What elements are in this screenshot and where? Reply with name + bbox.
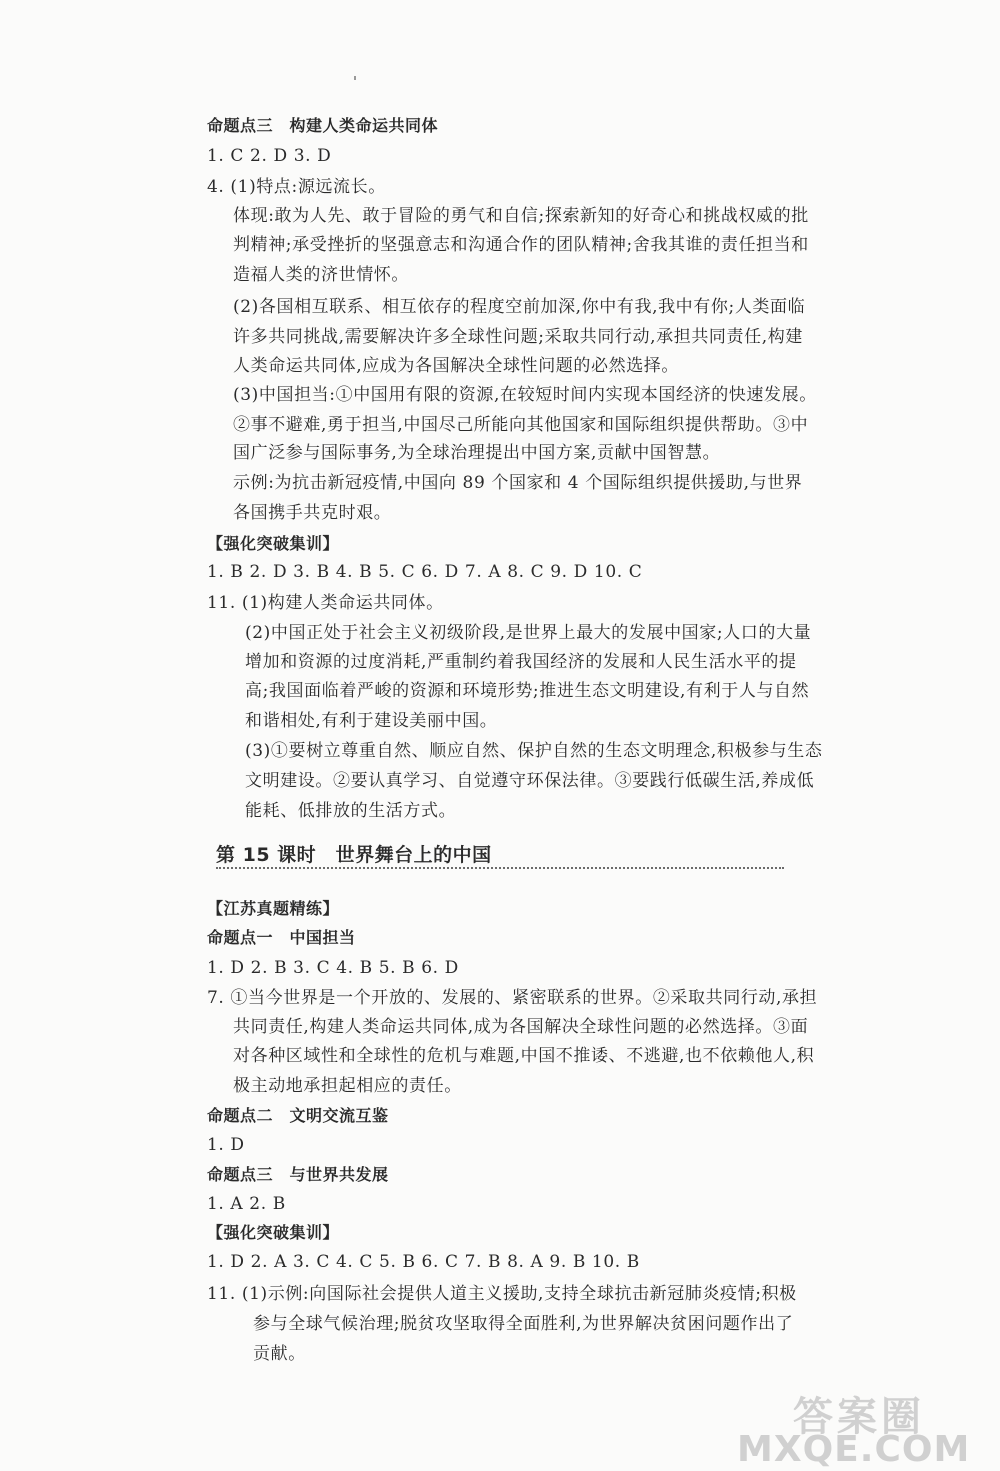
answer-line: 1. D xyxy=(207,1135,245,1155)
section-heading: 命题点二 文明交流互鉴 xyxy=(207,1106,389,1125)
answer-line: 7. ①当今世界是一个开放的、发展的、紧密联系的世界。②采取共同行动,承担 xyxy=(207,988,818,1008)
answer-line: (2)各国相互联系、相互依存的程度空前加深,你中有我,我中有你;人类面临 xyxy=(233,297,806,317)
section-heading: 命题点三 构建人类命运共同体 xyxy=(207,116,439,135)
answer-line: 11. (1)示例:向国际社会提供人道主义援助,支持全球抗击新冠肺炎疫情;积极 xyxy=(207,1284,797,1304)
answer-line: 和谐相处,有利于建设美丽中国。 xyxy=(245,711,498,731)
answer-line: 1. B 2. D 3. B 4. B 5. C 6. D 7. A 8. C 9. D 10. C xyxy=(207,562,643,582)
watermark-main-text: 答案圈 xyxy=(793,1394,925,1440)
answer-line: 造福人类的济世情怀。 xyxy=(233,265,409,285)
answer-line: 参与全球气候治理;脱贫攻坚取得全面胜利,为世界解决贫困问题作出了 xyxy=(253,1314,794,1334)
watermark-logo xyxy=(715,1385,995,1469)
lesson-title: 第 15 课时 世界舞台上的中国 xyxy=(216,844,492,866)
answer-line: 判精神;承受挫折的坚强意志和沟通合作的团队精神;舍我其谁的责任担当和 xyxy=(233,235,809,255)
answer-line: 1. A 2. B xyxy=(207,1194,286,1214)
section-heading: 命题点三 与世界共发展 xyxy=(207,1165,389,1184)
answer-line: (2)中国正处于社会主义初级阶段,是世界上最大的发展中国家;人口的大量 xyxy=(245,623,812,643)
answer-line: 体现:敢为人先、敢于冒险的勇气和自信;探索新知的好奇心和挑战权威的批 xyxy=(233,206,809,226)
section-tag: 【强化突破集训】 xyxy=(207,534,340,553)
answer-line: 11. (1)构建人类命运共同体。 xyxy=(207,593,444,613)
title-divider xyxy=(216,867,784,869)
answer-line: 文明建设。②要认真学习、自觉遵守环保法律。③要践行低碳生活,养成低 xyxy=(245,771,815,791)
watermark-url-text: MXQE.COM xyxy=(737,1429,971,1470)
answer-line: 增加和资源的过度消耗,严重制约着我国经济的发展和人民生活水平的提 xyxy=(245,652,797,672)
answer-line: 对各种区域性和全球性的危机与难题,中国不推诿、不逃避,也不依赖他人,积 xyxy=(233,1046,815,1066)
answer-line: 极主动地承担起相应的责任。 xyxy=(233,1076,462,1096)
answer-line: 贡献。 xyxy=(253,1344,306,1364)
answer-line: 1. D 2. A 3. C 4. C 5. B 6. C 7. B 8. A 9. B 10. B xyxy=(207,1252,640,1272)
answer-line: 各国携手共克时艰。 xyxy=(233,503,392,523)
answer-line: 示例:为抗击新冠疫情,中国向 89 个国家和 4 个国际组织提供援助,与世界 xyxy=(233,473,803,493)
answer-line: 4. (1)特点:源远流长。 xyxy=(207,177,386,197)
answer-line: (3)①要树立尊重自然、顺应自然、保护自然的生态文明理念,积极参与生态 xyxy=(245,741,823,761)
answer-line: 许多共同挑战,需要解决许多全球性问题;采取共同行动,承担共同责任,构建 xyxy=(233,327,803,347)
answer-line: 国广泛参与国际事务,为全球治理提出中国方案,贡献中国智慧。 xyxy=(233,443,721,463)
answer-line: 人类命运共同体,应成为各国解决全球性问题的必然选择。 xyxy=(233,356,680,376)
answer-line: ②事不避难,勇于担当,中国尽己所能向其他国家和国际组织提供帮助。③中 xyxy=(233,415,809,435)
answer-line: 1. D 2. B 3. C 4. B 5. B 6. D xyxy=(207,958,459,978)
answer-line: 能耗、低排放的生活方式。 xyxy=(245,801,457,821)
section-heading: 命题点一 中国担当 xyxy=(207,928,356,947)
answer-line: 高;我国面临着严峻的资源和环境形势;推进生态文明建设,有利于人与自然 xyxy=(245,681,810,701)
section-tag: 【强化突破集训】 xyxy=(207,1223,340,1242)
answer-line: 共同责任,构建人类命运共同体,成为各国解决全球性问题的必然选择。③面 xyxy=(233,1017,809,1037)
section-tag: 【江苏真题精练】 xyxy=(207,899,340,918)
answer-line: (3)中国担当:①中国用有限的资源,在较短时间内实现本国经济的快速发展。 xyxy=(233,385,817,405)
scan-mark xyxy=(354,76,356,80)
answer-line: 1. C 2. D 3. D xyxy=(207,146,332,166)
